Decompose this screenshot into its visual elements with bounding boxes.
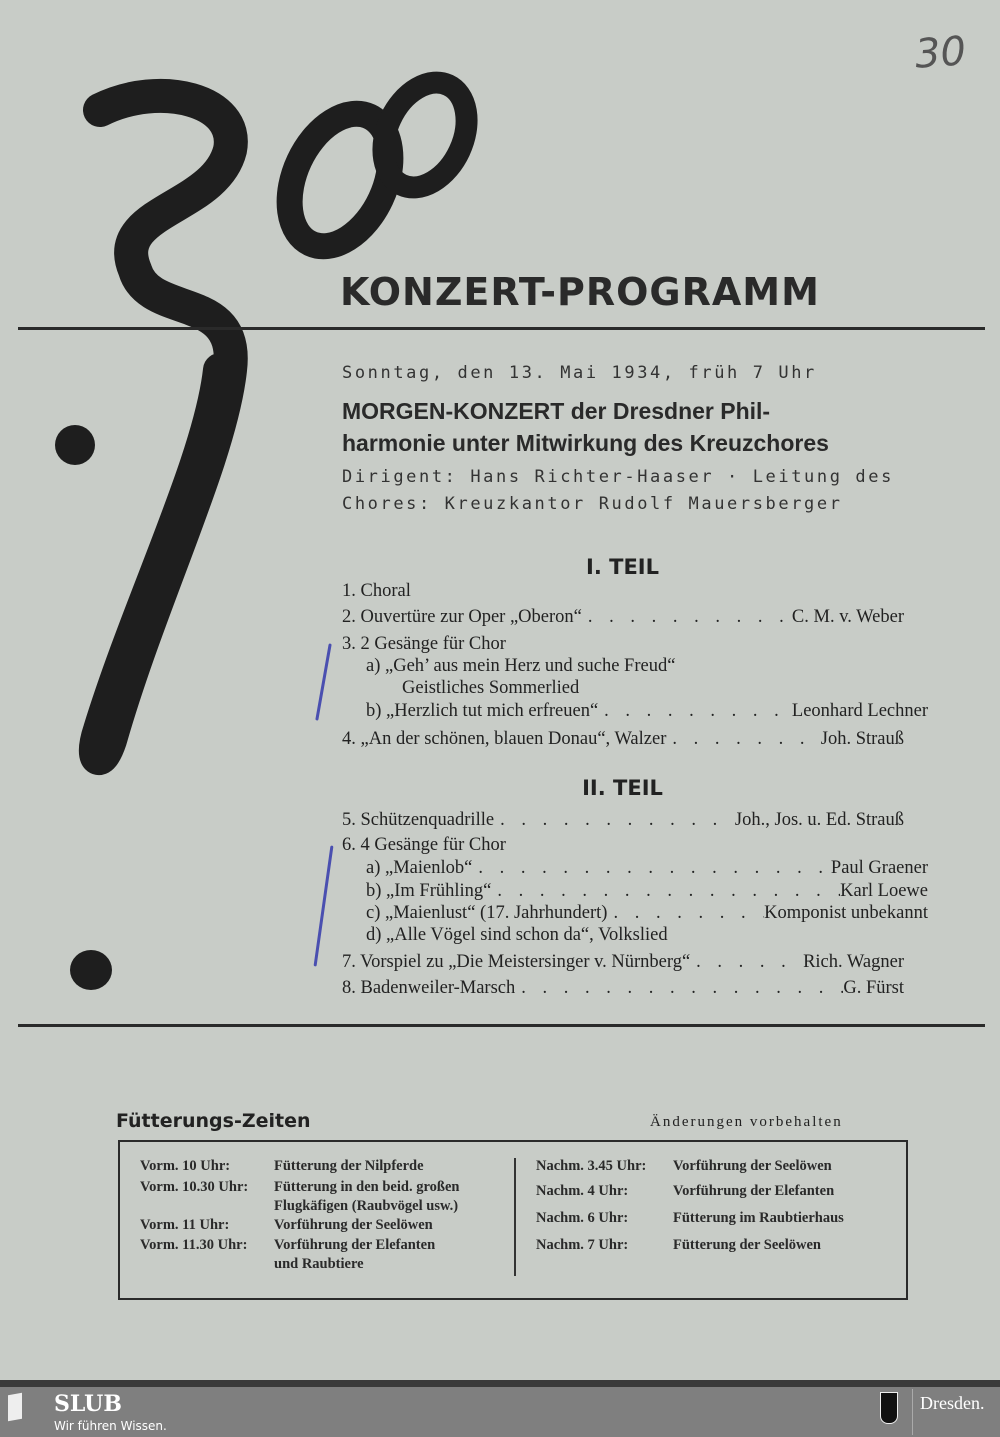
leader-dots [690,952,803,973]
program-title: c) „Maienlust“ (17. Jahrhundert) [366,903,608,923]
program-item [342,925,928,946]
program-item [342,701,928,722]
feeding-time: Vorm. 11 Uhr: [140,1217,230,1233]
program-item [342,581,904,602]
page-title: KONZERT-PROGRAMM [340,270,820,314]
leader-dots [515,978,843,999]
headline: MORGEN-KONZERT der Dresdner Phil- [342,398,771,424]
box-divider [514,1158,516,1276]
program-title: d) „Alle Vögel sind schon da“, Volkslied [366,925,668,945]
program-item [342,634,904,655]
leader-dots [598,701,792,722]
program-title: a) „Maienlob“ [366,858,473,878]
credits: Chores: Kreuzkantor Rudolf Mauersberger [342,494,843,514]
leader-dots [494,810,735,831]
program-item [342,978,904,999]
footer-brand: SLUB [54,1391,122,1417]
feeding-time: Nachm. 7 Uhr: [536,1237,629,1253]
program-item [342,656,928,677]
footer-edge [0,1380,1000,1387]
divider [18,327,985,330]
leader-dots [582,607,792,628]
feeding-activity: Flugkäfigen (Raubvögel usw.) [274,1198,459,1214]
program-title: Geistliches Sommerlied [402,678,580,698]
feeding-time: Vorm. 10.30 Uhr: [140,1179,249,1195]
program-title: 1. Choral [342,581,411,601]
book-icon [8,1393,22,1421]
part-heading: II. TEIL [582,776,663,800]
pen-mark [314,845,334,966]
program-title: 7. Vorspiel zu „Die Meistersinger v. Nürnberg“ [342,952,691,972]
composer: Joh. Strauß [820,729,904,749]
leader-dots [491,881,840,902]
feeding-activity: Vorführung der Seelöwen [673,1158,832,1174]
coat-of-arms-icon [880,1392,898,1424]
program-item [342,903,928,924]
program-title: 4. „An der schönen, blauen Donau“, Walzer [342,729,667,749]
feeding-time: Vorm. 11.30 Uhr: [140,1237,248,1253]
composer: Rich. Wagner [803,952,904,972]
program-item [342,607,904,628]
program-title: b) „Im Frühling“ [366,881,492,901]
feeding-activity: Fütterung der Seelöwen [673,1237,821,1253]
program-item [342,952,904,973]
program-title: 3. 2 Gesänge für Chor [342,634,506,654]
footer-bar [0,1387,1000,1437]
feeding-time: Nachm. 6 Uhr: [536,1210,629,1226]
feeding-note: Änderungen vorbehalten [650,1114,843,1130]
feeding-activity: Vorführung der Elefanten [274,1237,436,1253]
composer: C. M. v. Weber [791,607,904,627]
feeding-activity: Vorführung der Elefanten [673,1183,835,1199]
program-title: a) „Geh’ aus mein Herz und suche Freud“ [366,656,676,676]
feeding-time: Nachm. 3.45 Uhr: [536,1158,647,1174]
composer: G. Fürst [843,978,904,998]
feeding-activity: Fütterung der Nilpferde [274,1158,424,1174]
composer: Joh., Jos. u. Ed. Strauß [734,810,904,830]
program-title: 5. Schützenquadrille [342,810,495,830]
footer-city: Dresden. [920,1393,985,1413]
part-heading: I. TEIL [586,555,659,579]
program-item [342,835,904,856]
program-item [342,881,928,902]
program-title: b) „Herzlich tut mich erfreuen“ [366,701,599,721]
program-item [342,858,928,879]
leader-dots [472,858,831,879]
composer: Komponist unbekannt [764,903,928,923]
feeding-time: Vorm. 10 Uhr: [140,1158,231,1174]
feeding-activity: Vorführung der Seelöwen [274,1217,433,1233]
leader-dots [607,903,764,924]
program-title: 6. 4 Gesänge für Chor [342,835,506,855]
composer: Paul Graener [830,858,928,878]
program-title: 8. Badenweiler-Marsch [342,978,516,998]
feeding-title: Fütterungs-Zeiten [116,1110,311,1132]
headline: harmonie unter Mitwirkung des Kreuzchores [342,430,829,456]
feeding-activity: Fütterung in den beid. großen [274,1179,460,1195]
date-line: Sonntag, den 13. Mai 1934, früh 7 Uhr [342,363,817,383]
feeding-activity: und Raubtiere [274,1256,364,1272]
footer-separator [912,1389,913,1435]
program-item [342,678,964,699]
program-title: 2. Ouvertüre zur Oper „Oberon“ [342,607,582,627]
feeding-time: Nachm. 4 Uhr: [536,1183,629,1199]
divider [18,1024,985,1027]
leader-dots [666,729,820,750]
credits: Dirigent: Hans Richter-Haaser · Leitung des [342,467,894,487]
page-number: 30 [913,28,968,78]
feeding-activity: Fütterung im Raubtierhaus [673,1210,844,1226]
punch-hole-dot [70,950,112,990]
program-item [342,810,904,831]
composer: Karl Loewe [840,881,928,901]
program-item [342,729,904,750]
footer-tagline: Wir führen Wissen. [54,1419,167,1433]
composer: Leonhard Lechner [791,701,928,721]
